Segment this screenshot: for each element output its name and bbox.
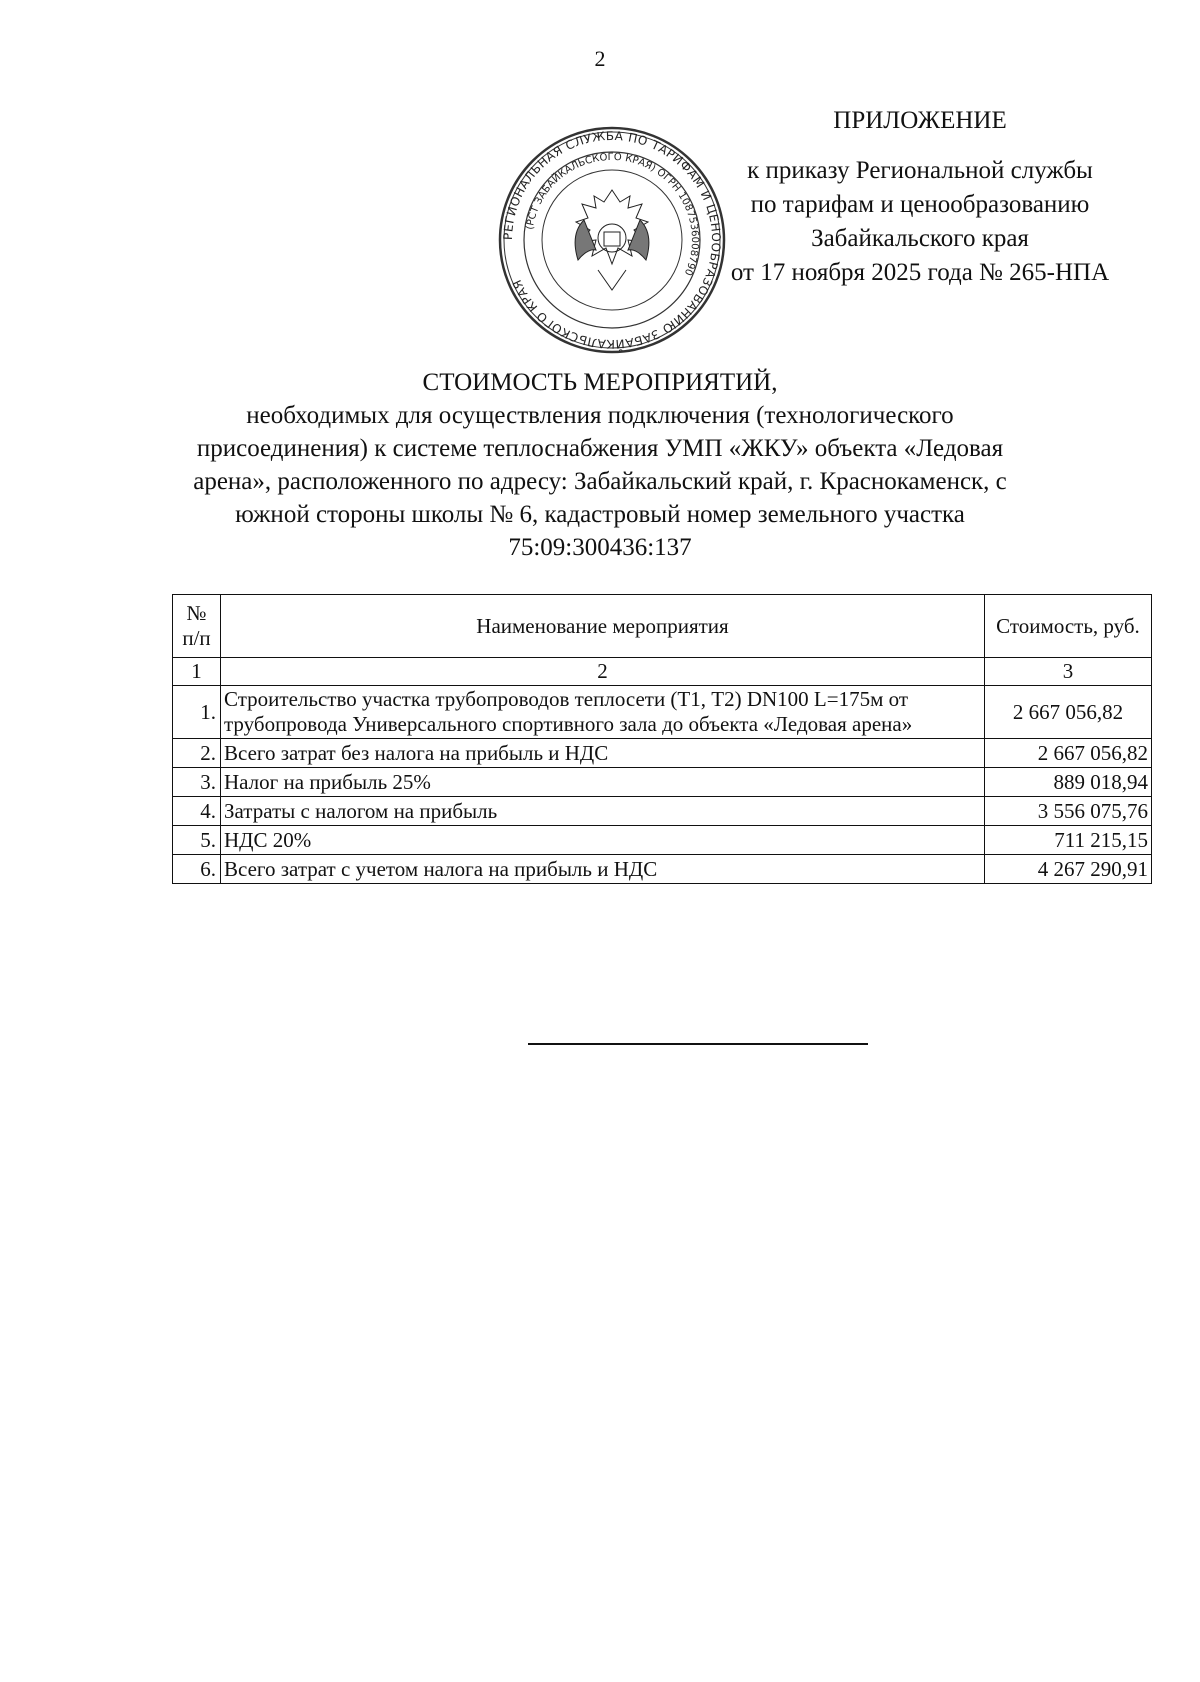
header-cost: Стоимость, руб. [985,595,1152,658]
row-cost: 2 667 056,82 [985,686,1152,739]
row-cost: 711 215,15 [985,826,1152,855]
appendix-line: Забайкальского края [811,225,1029,252]
closing-divider [528,1043,868,1045]
eagle-icon [492,120,732,360]
appendix-line: к приказу Региональной службы [747,157,1093,184]
row-cost: 3 556 075,76 [985,797,1152,826]
row-cost: 4 267 290,91 [985,855,1152,884]
row-number: 3. [173,768,221,797]
row-name: Затраты с налогом на прибыль [221,797,985,826]
row-cost: 889 018,94 [985,768,1152,797]
row-name: Всего затрат без налога на прибыль и НДС [221,739,985,768]
table-row [173,768,1152,797]
table-row [173,739,1152,768]
page-number: 2 [594,46,606,71]
header-num [173,595,221,658]
row-number: 6. [173,855,221,884]
row-name: Всего затрат с учетом налога на прибыль и НДС [221,855,985,884]
cost-table [172,594,1152,884]
seal-inner-text: (РСТ ЗАБАЙКАЛЬСКОГО КРАЯ) ОГРН 1087536008790 [524,151,701,277]
svg-text:(РСТ ЗАБАЙКАЛЬСКОГО КРАЯ) ОГРН [525,152,700,277]
document-title: СТОИМОСТЬ МЕРОПРИЯТИЙ, [422,369,778,396]
column-index-row [173,658,1152,686]
official-seal [492,120,732,360]
appendix-header [700,104,1140,290]
row-number: 4. [173,797,221,826]
header-name: Наименование мероприятия [221,595,985,658]
column-index: 2 [221,658,985,686]
table-row [173,797,1152,826]
row-name: НДС 20% [221,826,985,855]
row-name: Строительство участка трубопроводов теплосети (Т1, Т2) DN100 L=175м от трубопровода Универсального спортивного зала до объекта «Ледовая арена» [221,686,985,739]
seal-outer-text: РЕГИОНАЛЬНАЯ СЛУЖБА ПО ТАРИФАМ И ЦЕНООБРАЗОВАНИЮ ЗАБАЙКАЛЬСКОГО КРАЯ [500,128,724,352]
header-num-label: п/п [182,626,211,650]
row-name: Налог на прибыль 25% [221,768,985,797]
table-row [173,686,1152,739]
document-subtitle-line: присоединения) к системе теплоснабжения УМП «ЖКУ» объекта «Ледовая [196,435,1004,462]
appendix-title: ПРИЛОЖЕНИЕ [833,107,1007,134]
document-subtitle-line: южной стороны школы № 6, кадастровый номер земельного участка [235,501,965,528]
header-num-symbol: № [186,601,207,625]
row-cost: 2 667 056,82 [985,739,1152,768]
row-number: 2. [173,739,221,768]
cadastral-number: 75:09:300436:137 [508,534,692,561]
appendix-line: по тарифам и ценообразованию [750,191,1090,218]
row-number: 5. [173,826,221,855]
document-subtitle-line: арена», расположенного по адресу: Забайкальский край, г. Краснокаменск, с [193,468,1007,495]
appendix-line: от 17 ноября 2025 года № 265-НПА [730,259,1110,286]
column-index: 3 [985,658,1152,686]
table-row [173,855,1152,884]
table-header-row [173,595,1152,658]
column-index: 1 [173,658,221,686]
table-row [173,826,1152,855]
row-number: 1. [173,686,221,739]
document-title-block [170,366,1030,564]
document-subtitle-line: необходимых для осуществления подключения (технологического [246,402,954,429]
